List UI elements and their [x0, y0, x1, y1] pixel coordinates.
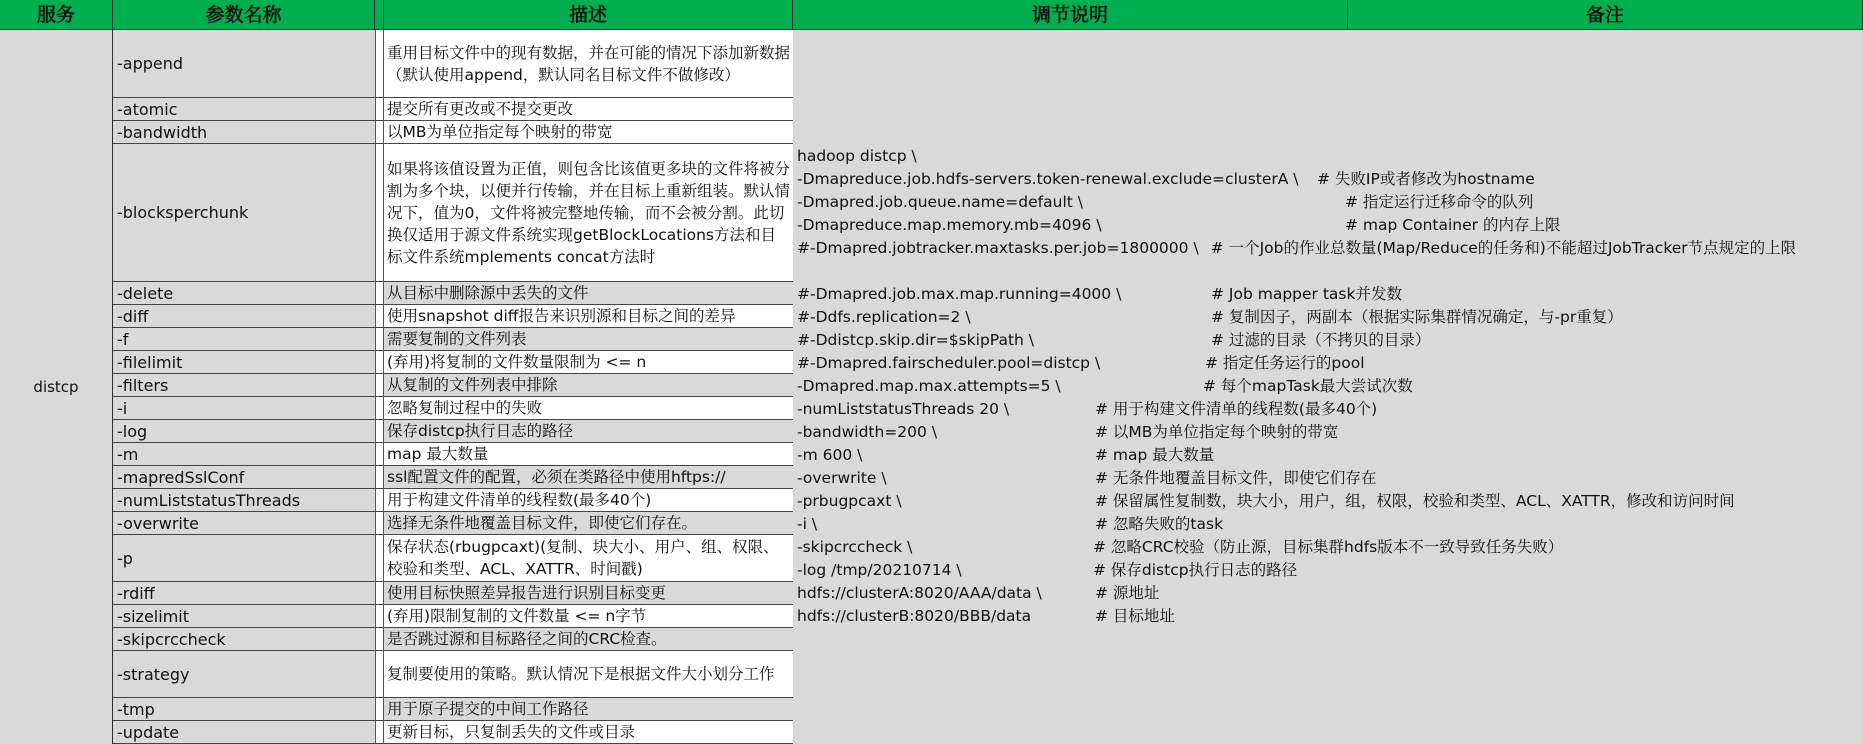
param-description [384, 466, 793, 489]
param-description [384, 374, 793, 397]
param-name: -append [113, 30, 375, 98]
adjust-command: #-Dmapred.fairscheduler.pool=distcp \ [797, 354, 1101, 372]
adjust-command: #-Ddfs.replication=2 \ [797, 308, 971, 326]
header-spacer [375, 0, 384, 30]
spacer-cell [375, 651, 384, 698]
param-name: -log [113, 420, 375, 443]
param-description [384, 651, 793, 698]
spacer-cell [375, 98, 384, 121]
param-description-text: 重用目标文件中的现有数据，并在可能的情况下添加新数据（默认使用append，默认同名目标文件不做修改） [387, 43, 791, 84]
adjust-command: -overwrite \ [797, 469, 887, 487]
spacer-cell [375, 466, 384, 489]
param-description-text: 保存状态(rbugpcaxt)(复制、块大小、用户、组、权限、校验和类型、ACL、XATTR、时间戳) [387, 538, 779, 578]
spacer-cell [375, 30, 384, 98]
header-remark: 备注 [1348, 0, 1863, 30]
header-param-name: 参数名称 [113, 0, 375, 30]
adjust-command: -bandwidth=200 \ [797, 423, 938, 441]
param-name: -delete [113, 282, 375, 305]
adjust-comment: # 复制因子，两副本（根据实际集群情况确定，与-pr重复） [1211, 308, 1623, 326]
spacer-cell [375, 121, 384, 144]
param-name: -sizelimit [113, 605, 375, 628]
param-description-text: 从复制的文件列表中排除 [387, 376, 558, 394]
param-description-text: 从目标中删除源中丢失的文件 [387, 284, 589, 302]
param-description [384, 698, 793, 721]
param-name: -skipcrccheck [113, 628, 375, 651]
adjust-comment: # 无条件地覆盖目标文件，即使它们存在 [1095, 469, 1377, 487]
adjust-comment: # map 最大数量 [1095, 446, 1215, 464]
header-description: 描述 [384, 0, 793, 30]
param-description-text: 选择无条件地覆盖目标文件，即使它们存在。 [387, 514, 698, 532]
adjust-command: -skipcrccheck \ [797, 538, 913, 556]
spacer-cell [375, 328, 384, 351]
param-name: -f [113, 328, 375, 351]
spacer-cell [375, 628, 384, 651]
spacer-cell [375, 282, 384, 305]
adjust-command: hdfs://clusterB:8020/BBB/data [797, 607, 1032, 625]
param-description-text: 忽略复制过程中的失败 [387, 399, 543, 417]
adjust-command: -Dmapreduce.job.hdfs-servers.token-renewal.exclude=clusterA \ [797, 170, 1299, 188]
spacer-cell [375, 443, 384, 466]
adjust-comment: # 每个mapTask最大尝试次数 [1203, 377, 1413, 395]
param-description [384, 582, 793, 605]
param-name: -i [113, 397, 375, 420]
param-description [384, 121, 793, 144]
param-description [384, 512, 793, 535]
adjust-command: -i \ [797, 515, 818, 533]
param-description-text: 使用目标快照差异报告进行识别目标变更 [387, 584, 667, 602]
param-description [384, 98, 793, 121]
param-description-text: map 最大数量 [387, 445, 489, 463]
param-description-text: 是否跳过源和目标路径之间的CRC检查。 [387, 630, 667, 648]
param-description-text: 保存distcp执行日志的路径 [387, 422, 574, 440]
param-description [384, 605, 793, 628]
param-description [384, 535, 793, 582]
spacer-cell [375, 351, 384, 374]
spacer-cell [375, 582, 384, 605]
param-description-text: 如果将该值设置为正值，则包含比该值更多块的文件将被分割为多个块，以便并行传输，并在目标上重新组装。默认情况下，值为0，文件将被完整地传输，而不会被分割。此切换仅适用于源文件系统实现getBlockLocations方法和目标文件系统mplements concat方法时 [387, 159, 791, 266]
adjust-comment: # 源地址 [1095, 584, 1160, 602]
param-name: -blocksperchunk [113, 144, 375, 282]
param-description-text: 用于构建文件清单的线程数(最多40个) [387, 491, 652, 509]
adjust-comment: # 失败IP或者修改为hostname [1317, 170, 1535, 188]
adjust-command: hadoop distcp \ [797, 147, 917, 165]
adjust-comment: # 指定任务运行的pool [1205, 354, 1365, 372]
param-description [384, 489, 793, 512]
adjust-command: #-Dmapred.jobtracker.maxtasks.per.job=1800000 \ [797, 239, 1199, 257]
param-description-text: 以MB为单位指定每个映射的带宽 [387, 123, 613, 141]
spacer-cell [375, 605, 384, 628]
adjust-command: -Dmapred.map.max.attempts=5 \ [797, 377, 1061, 395]
param-name: -mapredSslConf [113, 466, 375, 489]
param-description [384, 351, 793, 374]
param-description [384, 282, 793, 305]
param-name: -filters [113, 374, 375, 397]
adjust-comment: # 目标地址 [1095, 607, 1175, 625]
param-description [384, 30, 793, 98]
adjust-command: #-Ddistcp.skip.dir=$skipPath \ [797, 331, 1034, 349]
adjust-comment: # 保存distcp执行日志的路径 [1093, 561, 1298, 579]
param-name: -strategy [113, 651, 375, 698]
adjust-comment: # 一个Job的作业总数量(Map/Reduce的任务和)不能超过JobTracker节点规定的上限 [1210, 239, 1797, 257]
param-name: -numListstatusThreads [113, 489, 375, 512]
spacer-cell [375, 721, 384, 744]
adjust-comment: # Job mapper task并发数 [1211, 285, 1402, 303]
service-name: distcp [33, 378, 79, 396]
param-description-text: (弃用)限制复制的文件数量 <= n字节 [387, 607, 647, 625]
adjust-command: -Dmapreduce.map.memory.mb=4096 \ [797, 216, 1102, 234]
spacer-cell [375, 397, 384, 420]
adjust-command: -log /tmp/20210714 \ [797, 561, 962, 579]
param-description [384, 397, 793, 420]
param-description-text: 需要复制的文件列表 [387, 330, 527, 348]
spacer-cell [375, 144, 384, 282]
param-description-text: 复制要使用的策略。默认情况下是根据文件大小划分工作 [387, 665, 775, 683]
param-name: -diff [113, 305, 375, 328]
param-name: -bandwidth [113, 121, 375, 144]
param-name: -rdiff [113, 582, 375, 605]
param-description-text: ssl配置文件的配置，必须在类路径中使用hftps:// [387, 468, 726, 486]
param-description [384, 721, 793, 744]
param-name: -m [113, 443, 375, 466]
spacer-cell [375, 698, 384, 721]
adjust-command: -Dmapred.job.queue.name=default \ [797, 193, 1083, 211]
spacer-cell [375, 489, 384, 512]
service-cell [0, 30, 113, 744]
param-description-text: 使用snapshot diff报告来识别源和目标之间的差异 [387, 307, 736, 325]
adjust-comment: # 忽略CRC校验（防止源，目标集群hdfs版本不一致导致任务失败） [1093, 538, 1564, 556]
adjust-comment: # 保留属性复制数，块大小，用户，组，权限，校验和类型、ACL、XATTR，修改和访问时间 [1095, 492, 1735, 510]
adjust-command: -prbugpcaxt \ [797, 492, 902, 510]
param-description [384, 420, 793, 443]
adjust-comment: # 忽略失败的task [1095, 515, 1224, 533]
header-adjust-note: 调节说明 [793, 0, 1348, 30]
adjust-comment: # map Container 的内存上限 [1345, 216, 1561, 234]
adjust-command: -m 600 \ [797, 446, 863, 464]
adjust-comment: # 用于构建文件清单的线程数(最多40个) [1095, 400, 1378, 418]
adjust-line [797, 237, 1859, 283]
spacer-cell [375, 535, 384, 582]
header-service: 服务 [0, 0, 113, 30]
adjust-comment: # 以MB为单位指定每个映射的带宽 [1095, 423, 1339, 441]
param-name: -update [113, 721, 375, 744]
param-description [384, 328, 793, 351]
adjust-command: -numListstatusThreads 20 \ [797, 400, 1010, 418]
spacer-cell [375, 420, 384, 443]
param-description [384, 305, 793, 328]
param-name: -overwrite [113, 512, 375, 535]
spacer-cell [375, 374, 384, 397]
param-description-text: (弃用)将复制的文件数量限制为 <= n [387, 353, 647, 371]
param-description [384, 443, 793, 466]
param-description-text: 更新目标，只复制丢失的文件或目录 [387, 723, 636, 741]
param-name: -filelimit [113, 351, 375, 374]
adjust-comment: # 指定运行迁移命令的队列 [1345, 193, 1534, 211]
param-name: -p [113, 535, 375, 582]
param-description-text: 提交所有更改或不提交更改 [387, 100, 574, 118]
adjust-command: hdfs://clusterA:8020/AAA/data \ [797, 584, 1042, 602]
param-description [384, 628, 793, 651]
spacer-cell [375, 512, 384, 535]
spacer-cell [375, 305, 384, 328]
adjust-command: #-Dmapred.job.max.map.running=4000 \ [797, 285, 1122, 303]
adjust-comment: # 过滤的目录（不拷贝的目录） [1211, 331, 1431, 349]
param-name: -tmp [113, 698, 375, 721]
param-name: -atomic [113, 98, 375, 121]
param-description [384, 144, 793, 282]
param-description-text: 用于原子提交的中间工作路径 [387, 700, 589, 718]
